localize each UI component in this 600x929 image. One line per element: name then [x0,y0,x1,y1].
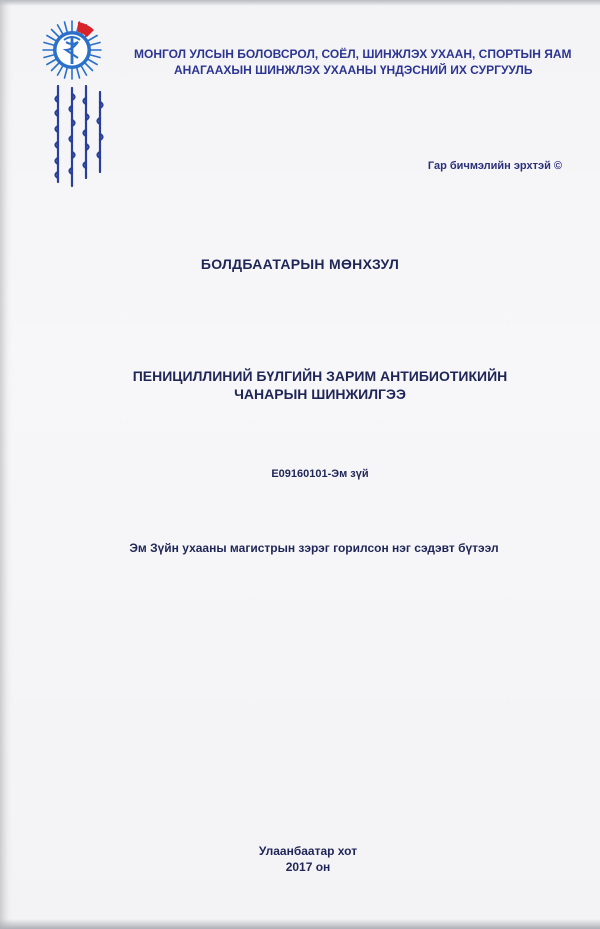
place-and-year [0,843,600,875]
thesis-title-line-1: ПЕНИЦИЛЛИНИЙ БҮЛГИЙН ЗАРИМ АНТИБИОТИКИЙН [132,368,508,384]
year: 2017 он [285,860,331,874]
thesis-title-line-2: ЧАНАРЫН ШИНЖИЛГЭЭ [234,386,406,402]
university-emblem-icon [42,20,102,80]
place: Улаанбаатар хот [258,844,358,858]
university-name: АНАГААХЫН ШИНЖЛЭХ УХААНЫ ҮНДЭСНИЙ ИХ СУРГУУЛЬ [174,63,533,77]
author-name: БОЛДБААТАРЫН МӨНХЗУЛ [200,256,400,272]
thesis-title [0,367,600,403]
copyright-notice: Гар бичмэлийн эрхтэй © [427,160,562,172]
mongolian-script-logo [50,82,114,190]
page-top-edge [0,0,600,6]
page-bottom-edge [0,919,600,929]
degree-statement: Эм Зүйн ухааны магистрын зэрэг горилсон нэг сэдэвт бүтээл [129,541,499,555]
institution-header [120,46,590,78]
specialty-code: E09160101-Эм зүй [271,468,369,480]
ministry-name: МОНГОЛ УЛСЫН БОЛОВСРОЛ, СОЁЛ, ШИНЖЛЭХ УХААН, СПОРТЫН ЯАМ [134,47,572,61]
